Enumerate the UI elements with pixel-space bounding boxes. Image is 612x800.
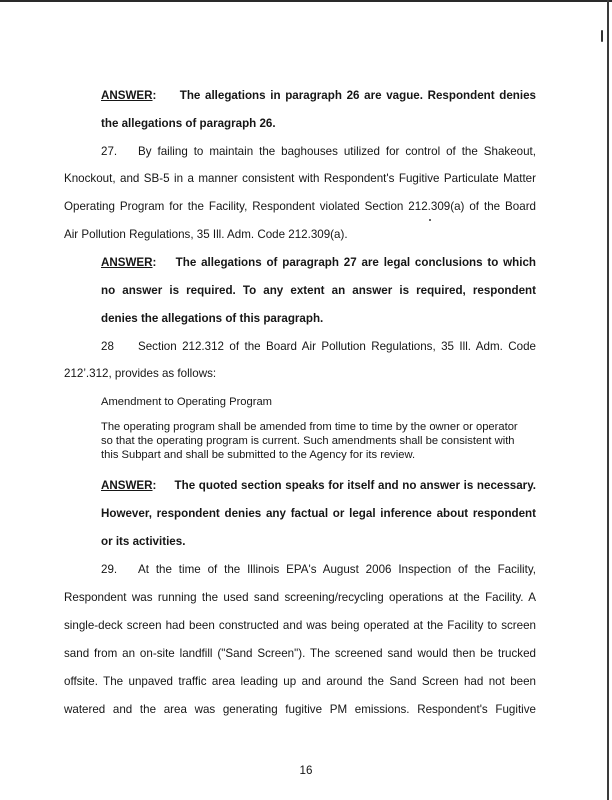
paragraph-29-line-1: 29. At the time of the Illinois EPA's August 2006 Inspection of the Facility, xyxy=(101,563,536,576)
answer-label: ANSWER xyxy=(101,256,153,269)
answer-27-line-1: ANSWER: The allegations of paragraph 27 are legal conclusions to which xyxy=(101,256,536,269)
paragraph-27-line-3: Operating Program for the Facility, Respondent violated Section 212.309(a) of the Board xyxy=(64,200,536,213)
quote-line-1: The operating program shall be amended from time to time by the owner or operator xyxy=(101,421,518,433)
answer-26-line-2: the allegations of paragraph 26. xyxy=(101,117,276,130)
answer-28-line-3: or its activities. xyxy=(101,535,186,548)
answer-27-line-2: no answer is required. To any extent an answer is required, respondent xyxy=(101,284,536,297)
page-number: 16 xyxy=(299,764,313,777)
paragraph-28-line-2: 212’.312, provides as follows: xyxy=(64,367,217,380)
scan-edge-right xyxy=(607,0,609,800)
paragraph-number: 28 xyxy=(101,340,114,353)
quote-line-3: this Subpart and shall be submitted to the Agency for its review. xyxy=(101,449,416,461)
paragraph-28-line-1: 28 Section 212.312 of the Board Air Pollution Regulations, 35 Ill. Adm. Code xyxy=(101,340,536,353)
paragraph-29-line-5: offsite. The unpaved traffic area leading up and around the Sand Screen had not been xyxy=(64,675,536,688)
paragraph-number: 29. xyxy=(101,563,118,576)
paragraph-number: 27. xyxy=(101,145,118,158)
quote-heading: Amendment to Operating Program xyxy=(101,396,273,408)
paragraph-27-line-1: 27. By failing to maintain the baghouses utilized for control of the Shakeout, xyxy=(101,145,536,158)
answer-26-line-1: ANSWER: The allegations in paragraph 26 are vague. Respondent denies xyxy=(101,89,536,102)
paragraph-27-line-4: Air Pollution Regulations, 35 Ill. Adm. Code 212.309(a). xyxy=(64,228,348,241)
scan-speck xyxy=(429,219,431,221)
scan-edge-top xyxy=(0,0,612,2)
paragraph-27-line-2: Knockout, and SB-5 in a manner consistent with Respondent's Fugitive Particulate Matter xyxy=(64,172,536,185)
paragraph-29-line-4: sand from an on-site landfill ("Sand Screen"). The screened sand would then be trucked xyxy=(64,647,536,660)
answer-label: ANSWER xyxy=(101,479,153,492)
scan-speck xyxy=(601,30,603,42)
answer-28-line-1: ANSWER: The quoted section speaks for itself and no answer is necessary. xyxy=(101,479,537,492)
paragraph-29-line-2: Respondent was running the used sand screening/recycling operations at the Facility. A xyxy=(64,591,536,604)
answer-28-line-2: However, respondent denies any factual or legal inference about respondent xyxy=(101,507,536,520)
answer-27-line-3: denies the allegations of this paragraph. xyxy=(101,312,324,325)
paragraph-29-line-3: single-deck screen had been constructed and was being operated at the Facility to screen xyxy=(64,619,536,632)
paragraph-29-line-6: watered and the area was generating fugitive PM emissions. Respondent's Fugitive xyxy=(64,703,536,716)
quote-line-2: so that the operating program is current. Such amendments shall be consistent with xyxy=(101,435,515,447)
answer-label: ANSWER xyxy=(101,89,153,102)
